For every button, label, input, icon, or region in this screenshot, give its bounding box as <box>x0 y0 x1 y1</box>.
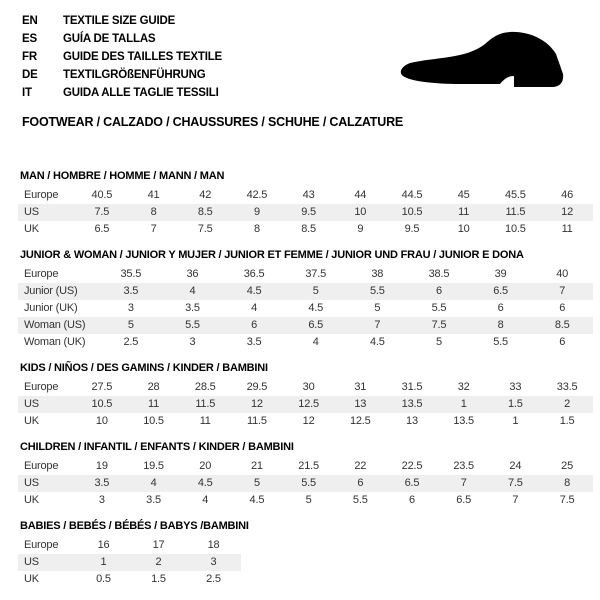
size-cell: 5.5 <box>352 494 368 506</box>
size-cell: 7 <box>374 319 381 331</box>
size-cell: 3 <box>189 336 196 348</box>
man-size-table <box>18 187 593 238</box>
size-cell: 10.5 <box>505 223 526 235</box>
size-cell: 24 <box>509 460 522 472</box>
size-cell: 12 <box>561 206 574 218</box>
size-cell: 5.5 <box>493 336 508 348</box>
junior-woman-size-table <box>18 266 593 351</box>
size-cell: 31 <box>354 381 367 393</box>
size-cell: 3.5 <box>123 285 139 297</box>
language-code: FR <box>22 51 37 63</box>
size-cell: 3.5 <box>246 336 262 348</box>
size-cell: 4 <box>251 302 258 314</box>
size-cell: 4.5 <box>246 285 262 297</box>
size-cell: 6.5 <box>404 477 420 489</box>
row-label: Europe <box>24 381 59 393</box>
size-cell: 4.5 <box>249 494 265 506</box>
size-cell: 5 <box>305 494 312 506</box>
size-row <box>18 300 593 317</box>
size-row <box>18 571 241 588</box>
size-cell: 25 <box>561 460 574 472</box>
size-cell: 21.5 <box>298 460 319 472</box>
size-cell: 41 <box>147 189 160 201</box>
size-cell: 4.5 <box>197 477 213 489</box>
size-row <box>18 475 593 492</box>
size-cell: 6 <box>251 319 258 331</box>
size-cell: 10 <box>95 415 108 427</box>
size-cell: 22.5 <box>401 460 423 472</box>
size-cell: 37.5 <box>305 268 326 280</box>
size-cell: 5.5 <box>369 285 385 297</box>
section-title: KIDS / NIÑOS / DES GAMINS / KINDER / BAMBINI <box>20 362 268 374</box>
size-cell: 10 <box>354 206 367 218</box>
size-cell: 7 <box>460 477 467 489</box>
size-cell: 45.5 <box>505 189 526 201</box>
section-title: JUNIOR & WOMAN / JUNIOR Y MUJER / JUNIOR ET FEMME / JUNIOR UND FRAU / JUNIOR E DONA <box>20 249 524 261</box>
section-title: BABIES / BEBÉS / BÉBÉS / BABYS /BAMBINI <box>20 520 249 532</box>
size-cell: 6 <box>409 494 415 506</box>
size-cell: 2 <box>564 398 571 410</box>
size-cell: 42.5 <box>246 189 268 201</box>
row-label: US <box>24 556 39 568</box>
size-row <box>18 221 593 238</box>
size-cell: 8 <box>497 319 504 331</box>
size-cell: 33.5 <box>556 381 578 393</box>
row-label: US <box>24 477 39 489</box>
language-title: GUIDE DES TAILLES TEXTILE <box>63 51 222 63</box>
size-cell: 30 <box>302 381 315 393</box>
size-cell: 18 <box>207 539 220 551</box>
size-cell: 8.5 <box>554 319 570 331</box>
size-cell: 1 <box>100 556 107 568</box>
size-cell: 11 <box>199 415 211 427</box>
size-cell: 28 <box>147 381 160 393</box>
size-row <box>18 396 593 413</box>
size-cell: 7 <box>150 223 157 235</box>
size-cell: 36 <box>186 268 199 280</box>
size-cell: 40 <box>556 268 569 280</box>
size-cell: 8 <box>564 477 571 489</box>
size-header-row <box>18 379 593 396</box>
size-cell: 7.5 <box>431 319 447 331</box>
row-label: Woman (UK) <box>24 336 86 348</box>
children-size-table <box>18 458 593 509</box>
size-cell: 2.5 <box>123 336 139 348</box>
section-kids <box>18 361 593 430</box>
size-cell: 2.5 <box>206 573 221 585</box>
size-cell: 8 <box>253 223 260 235</box>
size-cell: 10.5 <box>91 398 113 410</box>
size-cell: 12.5 <box>298 398 319 410</box>
size-cell: 6 <box>559 336 566 348</box>
size-cell: 7.5 <box>507 477 523 489</box>
size-cell: 36.5 <box>243 268 265 280</box>
size-cell: 46 <box>561 189 574 201</box>
size-cell: 11.5 <box>247 415 267 427</box>
size-cell: 31.5 <box>401 381 423 393</box>
size-cell: 5.5 <box>431 302 447 314</box>
size-cell: 3.5 <box>146 494 161 506</box>
row-label: Junior (US) <box>24 285 78 297</box>
size-cell: 7 <box>512 494 519 506</box>
size-cell: 38 <box>371 268 384 280</box>
language-code: ES <box>22 33 37 45</box>
row-label: UK <box>24 223 39 235</box>
size-header-row <box>18 458 593 475</box>
size-cell: 6 <box>559 302 566 314</box>
size-cell: 1 <box>512 415 519 427</box>
size-cell: 6 <box>435 285 442 297</box>
size-cell: 5 <box>435 336 442 348</box>
shoe-icon <box>398 28 570 92</box>
size-cell: 7 <box>559 285 566 297</box>
size-cell: 32 <box>457 381 470 393</box>
row-label: UK <box>24 573 39 585</box>
size-cell: 28.5 <box>194 381 216 393</box>
size-cell: 5 <box>253 477 260 489</box>
size-cell: 11.5 <box>195 398 216 410</box>
size-cell: 17 <box>152 539 165 551</box>
size-cell: 21 <box>250 460 263 472</box>
size-cell: 3 <box>127 302 134 314</box>
size-cell: 3 <box>98 494 105 506</box>
babies-size-table <box>18 537 241 588</box>
size-cell: 38.5 <box>428 268 450 280</box>
size-row <box>18 492 593 509</box>
section-children <box>18 440 593 509</box>
size-cell: 1.5 <box>559 415 575 427</box>
size-cell: 13 <box>406 415 418 427</box>
size-cell: 23.5 <box>453 460 474 472</box>
size-cell: 1.5 <box>507 398 523 410</box>
language-code: IT <box>22 87 32 99</box>
language-title: GUÍA DE TALLAS <box>63 33 156 45</box>
row-label: Europe <box>24 189 59 201</box>
size-cell: 12.5 <box>349 415 371 427</box>
size-cell: 42 <box>199 189 212 201</box>
size-cell: 39 <box>494 268 507 280</box>
size-cell: 3.5 <box>185 302 200 314</box>
size-cell: 9.5 <box>404 223 420 235</box>
size-cell: 8.5 <box>301 223 316 235</box>
size-cell: 0.5 <box>96 573 111 585</box>
size-cell: 9 <box>357 223 364 235</box>
size-cell: 3 <box>210 556 217 568</box>
size-cell: 6.5 <box>456 494 471 506</box>
size-row <box>18 317 593 334</box>
size-cell: 11.5 <box>505 206 526 218</box>
size-cell: 9.5 <box>301 206 316 218</box>
section-babies <box>18 519 593 588</box>
size-cell: 40.5 <box>91 189 113 201</box>
section-title: CHILDREN / INFANTIL / ENFANTS / KINDER / BAMBINI <box>20 441 294 453</box>
size-row <box>18 204 593 221</box>
size-cell: 5.5 <box>301 477 316 489</box>
language-code: DE <box>22 69 38 81</box>
size-cell: 10.5 <box>143 415 164 427</box>
size-cell: 6.5 <box>493 285 508 297</box>
size-cell: 12 <box>302 415 315 427</box>
size-cell: 10 <box>457 223 470 235</box>
size-cell: 4 <box>202 494 209 506</box>
size-cell: 2 <box>155 556 162 568</box>
size-cell: 5.5 <box>185 319 200 331</box>
size-cell: 11 <box>148 398 160 410</box>
category-heading: FOOTWEAR / CALZADO / CHAUSSURES / SCHUHE / CALZATURE <box>22 115 404 129</box>
size-row <box>18 554 241 571</box>
size-cell: 6.5 <box>94 223 110 235</box>
size-cell: 3.5 <box>94 477 110 489</box>
size-cell: 6 <box>497 302 504 314</box>
size-cell: 44 <box>354 189 367 201</box>
row-label: Junior (UK) <box>24 302 78 314</box>
size-cell: 1.5 <box>151 573 166 585</box>
language-title: GUIDA ALLE TAGLIE TESSILI <box>63 87 219 99</box>
size-cell: 29.5 <box>246 381 268 393</box>
size-cell: 22 <box>354 460 367 472</box>
size-header-row <box>18 537 241 554</box>
language-title: TEXTILE SIZE GUIDE <box>63 15 176 27</box>
size-cell: 33 <box>509 381 522 393</box>
size-cell: 11 <box>458 206 470 218</box>
size-cell: 11 <box>561 223 573 235</box>
kids-size-table <box>18 379 593 430</box>
size-cell: 9 <box>253 206 260 218</box>
row-label: Europe <box>24 539 59 551</box>
size-cell: 7.5 <box>559 494 575 506</box>
size-cell: 4.5 <box>369 336 385 348</box>
size-cell: 10.5 <box>401 206 423 218</box>
size-cell: 7.5 <box>197 223 213 235</box>
section-junior-woman <box>18 248 593 351</box>
size-cell: 7.5 <box>94 206 110 218</box>
size-cell: 44.5 <box>401 189 423 201</box>
size-cell: 6.5 <box>308 319 324 331</box>
language-code: EN <box>22 15 38 27</box>
size-cell: 1 <box>460 398 467 410</box>
size-cell: 4.5 <box>308 302 324 314</box>
size-cell: 12 <box>250 398 263 410</box>
size-cell: 35.5 <box>120 268 142 280</box>
size-cell: 5 <box>312 285 319 297</box>
size-cell: 8 <box>150 206 157 218</box>
section-title: MAN / HOMBRE / HOMME / MANN / MAN <box>20 170 225 182</box>
size-cell: 5 <box>127 319 134 331</box>
size-cell: 43 <box>302 189 315 201</box>
size-cell: 4 <box>312 336 319 348</box>
size-cell: 45 <box>457 189 470 201</box>
size-cell: 16 <box>97 539 110 551</box>
size-cell: 13 <box>354 398 367 410</box>
size-header-row <box>18 266 593 283</box>
size-cell: 19.5 <box>143 460 164 472</box>
size-cell: 6 <box>357 477 364 489</box>
size-row <box>18 334 593 351</box>
row-label: UK <box>24 415 39 427</box>
size-cell: 13.5 <box>401 398 423 410</box>
row-label: Woman (US) <box>24 319 86 331</box>
size-cell: 5 <box>374 302 381 314</box>
size-cell: 19 <box>95 460 108 472</box>
size-cell: 4 <box>150 477 157 489</box>
size-header-row <box>18 187 593 204</box>
size-cell: 27.5 <box>91 381 113 393</box>
language-title: TEXTILGRÖßENFÜHRUNG <box>63 69 206 81</box>
row-label: US <box>24 398 39 410</box>
section-man <box>18 169 593 238</box>
size-row <box>18 283 593 300</box>
size-cell: 4 <box>189 285 196 297</box>
row-label: US <box>24 206 39 218</box>
row-label: UK <box>24 494 39 506</box>
row-label: Europe <box>24 268 59 280</box>
size-cell: 8.5 <box>197 206 213 218</box>
row-label: Europe <box>24 460 59 472</box>
size-cell: 13.5 <box>453 415 474 427</box>
size-row <box>18 413 593 430</box>
size-cell: 20 <box>199 460 212 472</box>
